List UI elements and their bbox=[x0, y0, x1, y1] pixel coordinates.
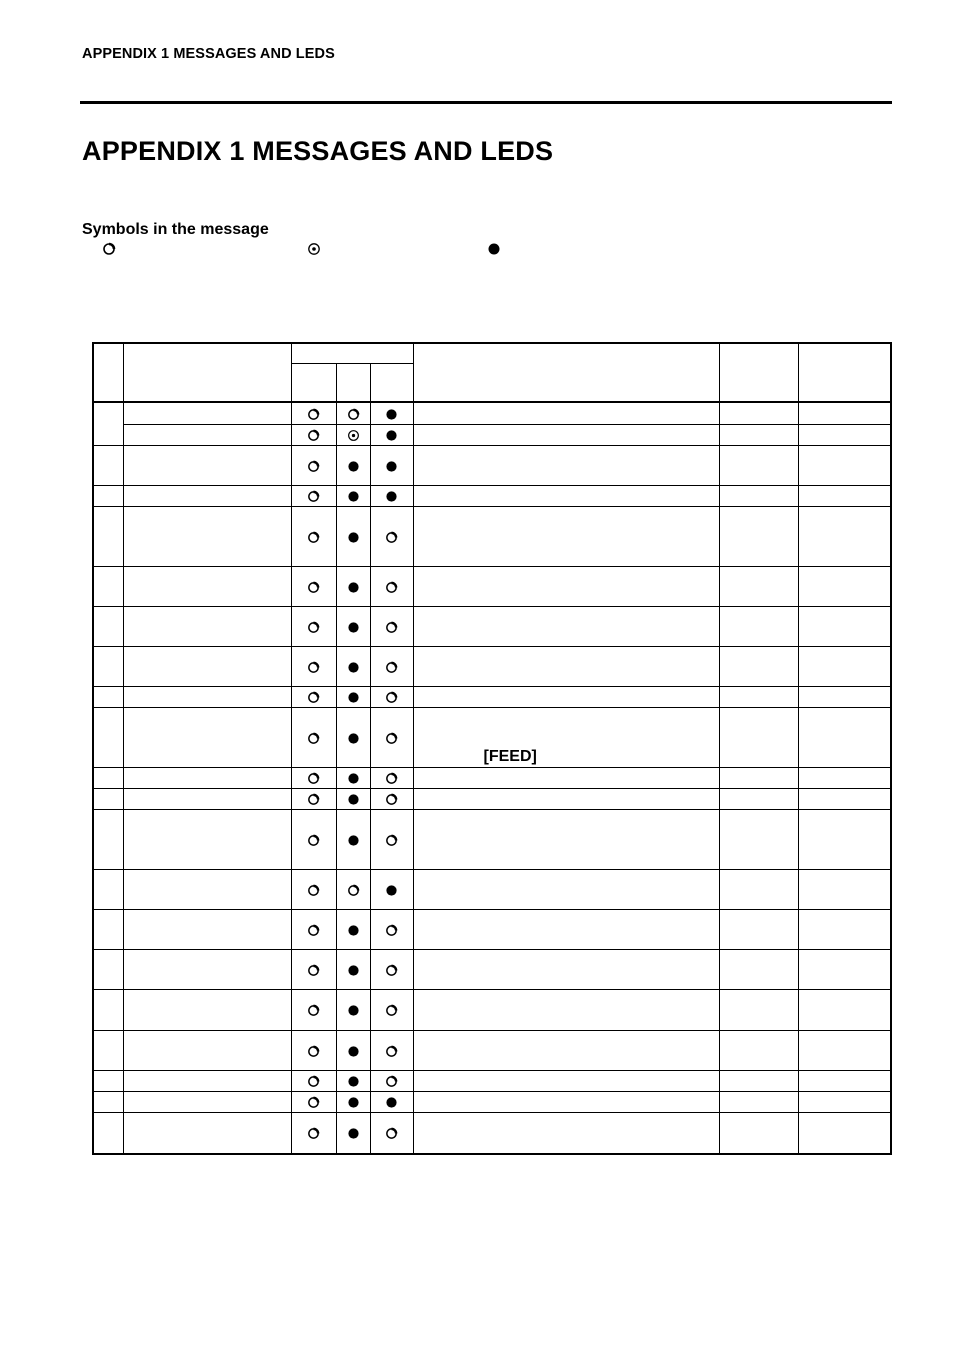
led-cell-1 bbox=[291, 687, 336, 708]
led-on-icon bbox=[385, 429, 398, 442]
command-cell bbox=[798, 1031, 891, 1071]
led-cell-2 bbox=[336, 1071, 370, 1092]
led-off-icon bbox=[385, 1127, 398, 1140]
row-number-cell bbox=[93, 708, 123, 768]
header-cell-no bbox=[93, 343, 123, 402]
led-off-icon bbox=[307, 964, 320, 977]
status-cell bbox=[413, 607, 719, 647]
row-number-cell bbox=[93, 990, 123, 1031]
table-row bbox=[93, 990, 891, 1031]
led-cell-2 bbox=[336, 768, 370, 789]
table-row bbox=[93, 486, 891, 507]
led-on-icon bbox=[347, 661, 360, 674]
command-cell bbox=[798, 910, 891, 950]
restore-cell bbox=[719, 425, 798, 446]
led-cell-3 bbox=[370, 789, 413, 810]
led-off-icon bbox=[307, 691, 320, 704]
table-row bbox=[93, 708, 891, 768]
status-cell bbox=[413, 870, 719, 910]
led-cell-3 bbox=[370, 910, 413, 950]
led-cell-1 bbox=[291, 910, 336, 950]
table-row bbox=[93, 446, 891, 486]
led-cell-2 bbox=[336, 607, 370, 647]
table-row bbox=[93, 1031, 891, 1071]
led-cell-3 bbox=[370, 768, 413, 789]
led-off-icon bbox=[385, 732, 398, 745]
row-number-cell bbox=[93, 789, 123, 810]
row-number-cell bbox=[93, 1031, 123, 1071]
led-cell-3 bbox=[370, 708, 413, 768]
led-cell-3 bbox=[370, 507, 413, 567]
led-off-icon bbox=[385, 1045, 398, 1058]
led-cell-1 bbox=[291, 1031, 336, 1071]
messages-table bbox=[92, 342, 892, 1155]
led-off-icon bbox=[307, 1045, 320, 1058]
led-on-icon bbox=[347, 490, 360, 503]
led-off-icon bbox=[307, 408, 320, 421]
led-cell-3 bbox=[370, 950, 413, 990]
led-cell-2 bbox=[336, 567, 370, 607]
restore-cell bbox=[719, 647, 798, 687]
restore-cell bbox=[719, 768, 798, 789]
message-cell bbox=[123, 768, 291, 789]
status-cell bbox=[413, 687, 719, 708]
led-cell-1 bbox=[291, 950, 336, 990]
led-on-icon bbox=[347, 834, 360, 847]
led-cell-2 bbox=[336, 507, 370, 567]
led-cell-3 bbox=[370, 446, 413, 486]
led-off-icon bbox=[307, 1075, 320, 1088]
led-cell-3 bbox=[370, 870, 413, 910]
led-off-icon bbox=[385, 834, 398, 847]
led-off-icon bbox=[307, 490, 320, 503]
led-on-icon bbox=[347, 621, 360, 634]
led-cell-1 bbox=[291, 708, 336, 768]
led-on-icon bbox=[385, 490, 398, 503]
table-row bbox=[93, 810, 891, 870]
led-cell-3 bbox=[370, 486, 413, 507]
led-cell-2 bbox=[336, 1113, 370, 1155]
row-number-cell bbox=[93, 402, 123, 446]
led-off-icon bbox=[385, 1075, 398, 1088]
command-cell bbox=[798, 486, 891, 507]
led-on-icon bbox=[385, 408, 398, 421]
led-on-icon bbox=[347, 1075, 360, 1088]
row-number-cell bbox=[93, 950, 123, 990]
message-cell bbox=[123, 607, 291, 647]
row-number-cell bbox=[93, 768, 123, 789]
led-cell-3 bbox=[370, 1071, 413, 1092]
led-cell-1 bbox=[291, 1092, 336, 1113]
led-off-icon bbox=[307, 834, 320, 847]
table-row bbox=[93, 687, 891, 708]
led-cell-3 bbox=[370, 647, 413, 687]
status-cell bbox=[413, 768, 719, 789]
led-on-icon bbox=[347, 531, 360, 544]
led-off-icon bbox=[385, 924, 398, 937]
led-cell-2 bbox=[336, 647, 370, 687]
feed-key-label: [FEED] bbox=[483, 748, 537, 765]
led-cell-3 bbox=[370, 402, 413, 425]
led-cell-1 bbox=[291, 768, 336, 789]
led-off-icon bbox=[385, 772, 398, 785]
message-cell bbox=[123, 1092, 291, 1113]
led-cell-3 bbox=[370, 1092, 413, 1113]
led-off-icon bbox=[385, 531, 398, 544]
message-cell bbox=[123, 687, 291, 708]
message-cell bbox=[123, 708, 291, 768]
restore-cell bbox=[719, 1031, 798, 1071]
restore-cell bbox=[719, 910, 798, 950]
led-cell-1 bbox=[291, 990, 336, 1031]
table-row bbox=[93, 910, 891, 950]
message-cell bbox=[123, 910, 291, 950]
command-cell bbox=[798, 647, 891, 687]
status-cell bbox=[413, 402, 719, 425]
command-cell bbox=[798, 990, 891, 1031]
row-number-cell bbox=[93, 567, 123, 607]
command-cell bbox=[798, 425, 891, 446]
on-icon bbox=[487, 242, 501, 256]
table-row bbox=[93, 1113, 891, 1155]
row-number-cell bbox=[93, 486, 123, 507]
led-cell-1 bbox=[291, 507, 336, 567]
led-cell-1 bbox=[291, 402, 336, 425]
led-on-icon bbox=[385, 460, 398, 473]
led-cell-3 bbox=[370, 1113, 413, 1155]
led-off-icon bbox=[307, 661, 320, 674]
led-cell-1 bbox=[291, 810, 336, 870]
led-cell-3 bbox=[370, 810, 413, 870]
message-cell bbox=[123, 567, 291, 607]
command-cell bbox=[798, 768, 891, 789]
led-cell-3 bbox=[370, 607, 413, 647]
restore-cell bbox=[719, 708, 798, 768]
message-cell bbox=[123, 1113, 291, 1155]
row-number-cell bbox=[93, 1071, 123, 1092]
led-cell-2 bbox=[336, 910, 370, 950]
restore-cell bbox=[719, 990, 798, 1031]
status-cell bbox=[413, 446, 719, 486]
led-cell-1 bbox=[291, 870, 336, 910]
status-cell bbox=[413, 425, 719, 446]
table-row bbox=[93, 789, 891, 810]
command-cell bbox=[798, 687, 891, 708]
led-cell-2 bbox=[336, 990, 370, 1031]
led-cell-2 bbox=[336, 402, 370, 425]
status-cell bbox=[413, 1031, 719, 1071]
table-row bbox=[93, 870, 891, 910]
restore-cell bbox=[719, 1113, 798, 1155]
restore-cell bbox=[719, 1092, 798, 1113]
led-cell-1 bbox=[291, 425, 336, 446]
header-cell-led-2 bbox=[336, 364, 370, 403]
header-cell-led bbox=[291, 343, 413, 364]
led-cell-2 bbox=[336, 425, 370, 446]
restore-cell bbox=[719, 950, 798, 990]
restore-cell bbox=[719, 567, 798, 607]
led-on-icon bbox=[347, 924, 360, 937]
status-cell bbox=[413, 647, 719, 687]
led-cell-3 bbox=[370, 567, 413, 607]
command-cell bbox=[798, 567, 891, 607]
off-icon bbox=[102, 242, 116, 256]
row-number-cell bbox=[93, 910, 123, 950]
command-cell bbox=[798, 1092, 891, 1113]
led-off-icon bbox=[347, 884, 360, 897]
led-cell-2 bbox=[336, 810, 370, 870]
led-on-icon bbox=[347, 691, 360, 704]
status-cell bbox=[413, 1092, 719, 1113]
led-cell-2 bbox=[336, 1092, 370, 1113]
led-off-icon bbox=[385, 964, 398, 977]
row-number-cell bbox=[93, 870, 123, 910]
led-off-icon bbox=[307, 531, 320, 544]
led-cell-2 bbox=[336, 486, 370, 507]
command-cell bbox=[798, 870, 891, 910]
row-number-cell bbox=[93, 1092, 123, 1113]
led-cell-1 bbox=[291, 486, 336, 507]
header-cell-message bbox=[123, 343, 291, 402]
led-on-icon bbox=[385, 884, 398, 897]
led-on-icon bbox=[347, 772, 360, 785]
led-cell-3 bbox=[370, 687, 413, 708]
status-cell bbox=[413, 810, 719, 870]
table-row bbox=[93, 402, 891, 425]
led-cell-3 bbox=[370, 990, 413, 1031]
restore-cell bbox=[719, 607, 798, 647]
led-off-icon bbox=[385, 581, 398, 594]
message-cell bbox=[123, 486, 291, 507]
header-rule bbox=[80, 101, 892, 104]
status-cell bbox=[413, 567, 719, 607]
command-cell bbox=[798, 708, 891, 768]
restore-cell bbox=[719, 402, 798, 425]
led-off-icon bbox=[385, 691, 398, 704]
led-off-icon bbox=[307, 1096, 320, 1109]
restore-cell bbox=[719, 687, 798, 708]
led-cell-1 bbox=[291, 789, 336, 810]
row-number-cell bbox=[93, 1113, 123, 1155]
row-number-cell bbox=[93, 507, 123, 567]
message-cell bbox=[123, 950, 291, 990]
led-cell-1 bbox=[291, 607, 336, 647]
led-off-icon bbox=[307, 793, 320, 806]
status-cell bbox=[413, 708, 719, 768]
table-row bbox=[93, 950, 891, 990]
led-off-icon bbox=[307, 621, 320, 634]
restore-cell bbox=[719, 810, 798, 870]
command-cell bbox=[798, 1071, 891, 1092]
led-on-icon bbox=[347, 1096, 360, 1109]
led-off-icon bbox=[307, 429, 320, 442]
led-off-icon bbox=[385, 661, 398, 674]
message-cell bbox=[123, 810, 291, 870]
led-off-icon bbox=[307, 772, 320, 785]
table-row bbox=[93, 567, 891, 607]
led-cell-1 bbox=[291, 446, 336, 486]
restore-cell bbox=[719, 789, 798, 810]
table-row bbox=[93, 1092, 891, 1113]
message-cell bbox=[123, 789, 291, 810]
led-cell-2 bbox=[336, 950, 370, 990]
command-cell bbox=[798, 810, 891, 870]
message-cell bbox=[123, 647, 291, 687]
status-cell bbox=[413, 507, 719, 567]
led-off-icon bbox=[307, 732, 320, 745]
led-on-icon bbox=[385, 1096, 398, 1109]
restore-cell bbox=[719, 446, 798, 486]
led-cell-2 bbox=[336, 870, 370, 910]
led-on-icon bbox=[347, 581, 360, 594]
led-on-icon bbox=[347, 732, 360, 745]
led-off-icon bbox=[385, 793, 398, 806]
header-cell-led-3 bbox=[370, 364, 413, 403]
message-cell bbox=[123, 507, 291, 567]
table-row bbox=[93, 507, 891, 567]
restore-cell bbox=[719, 486, 798, 507]
command-cell bbox=[798, 1113, 891, 1155]
status-cell bbox=[413, 789, 719, 810]
message-cell bbox=[123, 870, 291, 910]
led-cell-3 bbox=[370, 425, 413, 446]
header-cell-restore bbox=[719, 343, 798, 402]
led-cell-1 bbox=[291, 647, 336, 687]
status-cell bbox=[413, 1113, 719, 1155]
led-on-icon bbox=[347, 1045, 360, 1058]
restore-cell bbox=[719, 1071, 798, 1092]
table-row bbox=[93, 647, 891, 687]
led-cell-3 bbox=[370, 1031, 413, 1071]
header-cell-led-1 bbox=[291, 364, 336, 403]
led-cell-2 bbox=[336, 687, 370, 708]
header-cell-command bbox=[798, 343, 891, 402]
row-number-cell bbox=[93, 687, 123, 708]
table-row bbox=[93, 607, 891, 647]
row-number-cell bbox=[93, 810, 123, 870]
symbols-heading: Symbols in the message bbox=[82, 221, 269, 238]
command-cell bbox=[798, 402, 891, 425]
status-cell bbox=[413, 486, 719, 507]
led-cell-1 bbox=[291, 1113, 336, 1155]
command-cell bbox=[798, 950, 891, 990]
led-on-icon bbox=[347, 1004, 360, 1017]
message-cell bbox=[123, 402, 291, 425]
led-off-icon bbox=[385, 621, 398, 634]
led-off-icon bbox=[307, 581, 320, 594]
row-number-cell bbox=[93, 446, 123, 486]
led-off-icon bbox=[307, 1127, 320, 1140]
table-row bbox=[93, 768, 891, 789]
led-on-icon bbox=[347, 1127, 360, 1140]
restore-cell bbox=[719, 870, 798, 910]
row-number-cell bbox=[93, 607, 123, 647]
led-blinking-icon bbox=[347, 429, 360, 442]
blinking-icon bbox=[307, 242, 321, 256]
status-cell bbox=[413, 990, 719, 1031]
table-row bbox=[93, 425, 891, 446]
led-cell-1 bbox=[291, 1071, 336, 1092]
message-cell bbox=[123, 425, 291, 446]
message-cell bbox=[123, 1031, 291, 1071]
led-cell-1 bbox=[291, 567, 336, 607]
message-cell bbox=[123, 990, 291, 1031]
table-row bbox=[93, 1071, 891, 1092]
led-off-icon bbox=[307, 1004, 320, 1017]
led-off-icon bbox=[347, 408, 360, 421]
led-on-icon bbox=[347, 460, 360, 473]
status-cell bbox=[413, 1071, 719, 1092]
message-cell bbox=[123, 1071, 291, 1092]
message-cell bbox=[123, 446, 291, 486]
command-cell bbox=[798, 789, 891, 810]
led-off-icon bbox=[307, 460, 320, 473]
command-cell bbox=[798, 446, 891, 486]
led-on-icon bbox=[347, 964, 360, 977]
command-cell bbox=[798, 607, 891, 647]
page-title: APPENDIX 1 MESSAGES AND LEDS bbox=[82, 136, 554, 166]
row-number-cell bbox=[93, 647, 123, 687]
led-on-icon bbox=[347, 793, 360, 806]
led-off-icon bbox=[307, 924, 320, 937]
led-cell-2 bbox=[336, 708, 370, 768]
running-header: APPENDIX 1 MESSAGES AND LEDS bbox=[82, 46, 335, 62]
status-cell bbox=[413, 950, 719, 990]
command-cell bbox=[798, 507, 891, 567]
led-cell-2 bbox=[336, 789, 370, 810]
header-cell-status bbox=[413, 343, 719, 402]
status-cell bbox=[413, 910, 719, 950]
led-off-icon bbox=[385, 1004, 398, 1017]
led-cell-2 bbox=[336, 1031, 370, 1071]
led-off-icon bbox=[307, 884, 320, 897]
led-cell-2 bbox=[336, 446, 370, 486]
restore-cell bbox=[719, 507, 798, 567]
